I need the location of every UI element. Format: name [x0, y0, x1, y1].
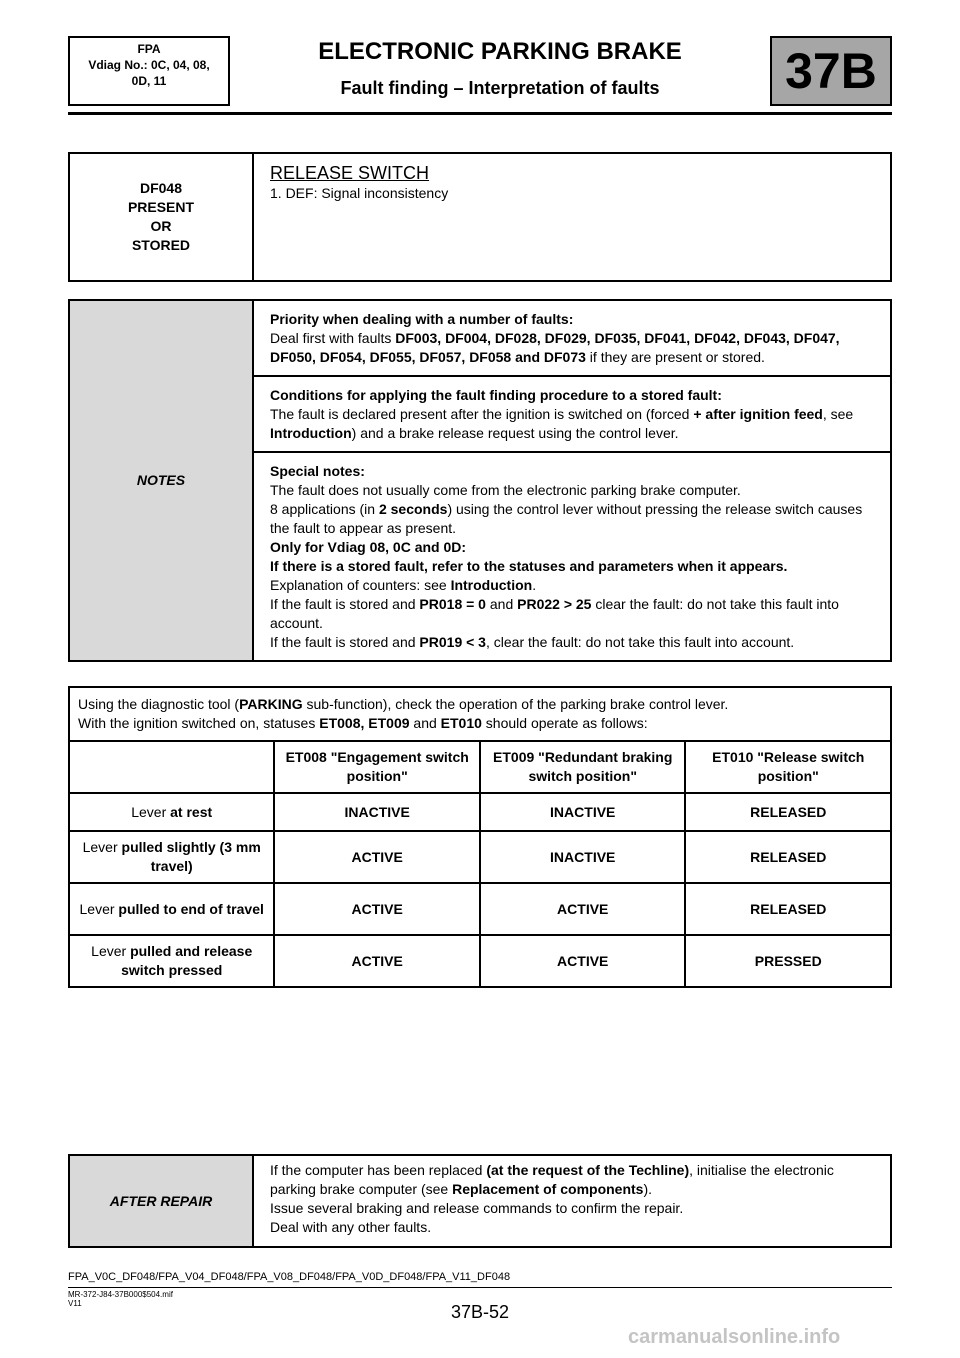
conditions-bold-b: Introduction: [270, 425, 352, 441]
after-line-1b: (at the request of the Techline): [486, 1162, 690, 1178]
conditions-text-b: , see: [822, 406, 854, 422]
lever-word: Lever: [79, 900, 119, 917]
et008-value: INACTIVE: [274, 793, 480, 831]
column-header-et009: ET009 "Redundant braking switch position": [480, 741, 686, 793]
priority-text-a: Deal first with faults: [270, 330, 396, 346]
special-line-2c: ) using the control lever without pressing the release switch causes the fault to appear as present.: [270, 501, 863, 536]
intro-1b: PARKING: [239, 696, 303, 712]
document-version: V11: [68, 1299, 82, 1308]
after-repair-table: [68, 1154, 892, 1248]
after-line-1e: ).: [643, 1181, 653, 1197]
after-line-1c: , initialise the electronic parking brake computer (see: [270, 1162, 834, 1197]
lever-condition: pulled slightly (3 mm travel): [121, 839, 261, 874]
after-repair-content: [253, 1155, 891, 1247]
section-code-badge: 37B: [770, 36, 892, 106]
special-line-6b: PR018 = 0: [419, 596, 486, 612]
vdiag-line-2: Vdiag No.: 0C, 04, 08,: [88, 58, 210, 72]
table-row: [69, 831, 891, 883]
fault-status-or: OR: [150, 218, 172, 234]
lever-condition: pulled and release switch pressed: [121, 943, 253, 978]
fault-status-stored: STORED: [131, 237, 191, 253]
intro-2a: With the ignition switched on, statuses: [78, 715, 320, 731]
fault-description-cell: [253, 153, 891, 281]
intro-2b: ET008, ET009: [319, 715, 410, 731]
after-repair-label: AFTER REPAIR: [69, 1155, 253, 1247]
special-line-7b: PR019 < 3: [419, 634, 486, 650]
et010-value: RELEASED: [685, 831, 891, 883]
lever-condition: at rest: [170, 803, 213, 820]
fault-status-cell: [69, 153, 253, 281]
fault-references: FPA_V0C_DF048/FPA_V04_DF048/FPA_V08_DF048/FPA_V0D_DF048/FPA_V11_DF048: [68, 1271, 511, 1283]
conditions-text-c: ) and a brake release request using the control lever.: [351, 425, 679, 441]
page-subtitle: Fault finding – Interpretation of faults: [340, 78, 660, 98]
page-number: 37B-52: [450, 1302, 510, 1322]
special-line-6d: PR022 > 25: [517, 596, 592, 612]
page-title: ELECTRONIC PARKING BRAKE: [318, 38, 682, 65]
notes-label: NOTES: [69, 300, 253, 661]
table-row: [69, 793, 891, 831]
special-line-5c: .: [532, 577, 537, 593]
after-line-3: Deal with any other faults.: [270, 1219, 432, 1235]
procedure-intro: [69, 687, 891, 741]
et009-value: ACTIVE: [480, 935, 686, 987]
et008-value: ACTIVE: [274, 883, 480, 935]
notes-conditions-cell: [253, 376, 891, 452]
row-condition: [69, 935, 274, 987]
special-line-7c: , clear the fault: do not take this fault into account.: [485, 634, 795, 650]
special-line-4: If there is a stored fault, refer to the statuses and parameters when it appears.: [270, 558, 788, 574]
notes-priority-cell: [253, 300, 891, 376]
status-table: [68, 686, 892, 988]
conditions-title: Conditions for applying the fault finding procedure to a stored fault:: [270, 387, 722, 403]
special-line-6c: and: [485, 596, 518, 612]
special-line-5b: Introduction: [450, 577, 533, 593]
et010-value: RELEASED: [685, 883, 891, 935]
special-line-1: The fault does not usually come from the electronic parking brake computer.: [270, 482, 741, 498]
special-line-5a: Explanation of counters: see: [270, 577, 451, 593]
special-line-2a: 8 applications (in: [270, 501, 379, 517]
column-header-et008: ET008 "Engagement switch position": [274, 741, 480, 793]
status-header-row: [69, 741, 891, 793]
header-rule: [68, 112, 892, 115]
vdiag-box: [68, 36, 230, 106]
intro-2d: ET010: [440, 715, 482, 731]
et010-value: PRESSED: [685, 935, 891, 987]
fault-code: DF048: [139, 180, 183, 196]
conditions-text-a: The fault is declared present after the ignition is switched on (forced: [270, 406, 694, 422]
document-reference: MR-372-J84-37B000$504.mif: [68, 1290, 173, 1299]
watermark: carmanualsonline.info: [628, 1326, 841, 1348]
priority-faults: DF003, DF004, DF028, DF029, DF035, DF041, DF042, DF043, DF047, DF050, DF054, DF055, DF057, DF058 and DF073: [270, 330, 840, 365]
header-empty-cell: [69, 741, 274, 793]
footer-rule: [68, 1287, 892, 1288]
fault-name: RELEASE SWITCH: [270, 163, 430, 183]
table-row: [69, 883, 891, 935]
column-header-et010: ET010 "Release switch position": [685, 741, 891, 793]
priority-text-b: if they are present or stored.: [585, 349, 765, 365]
et009-value: INACTIVE: [480, 831, 686, 883]
notes-table: [68, 299, 892, 662]
after-line-1a: If the computer has been replaced: [270, 1162, 487, 1178]
et009-value: INACTIVE: [480, 793, 686, 831]
lever-word: Lever: [131, 803, 171, 820]
notes-special-cell: [253, 452, 891, 661]
special-line-7a: If the fault is stored and: [270, 634, 420, 650]
special-line-3: Only for Vdiag 08, 0C and 0D:: [270, 539, 467, 555]
table-row: [69, 935, 891, 987]
vdiag-line-1: FPA: [137, 42, 161, 56]
after-line-1d: Replacement of components: [452, 1181, 644, 1197]
special-line-6e: clear the fault: do not take this fault into account.: [270, 596, 839, 631]
et008-value: ACTIVE: [274, 831, 480, 883]
row-condition: [69, 831, 274, 883]
et009-value: ACTIVE: [480, 883, 686, 935]
row-condition: [69, 883, 274, 935]
lever-word: Lever: [91, 943, 131, 959]
et008-value: ACTIVE: [274, 935, 480, 987]
lever-word: Lever: [82, 839, 122, 855]
et010-value: RELEASED: [685, 793, 891, 831]
fault-def: 1. DEF: Signal inconsistency: [270, 185, 449, 201]
fault-table: [68, 152, 892, 282]
intro-1c: sub-function), check the operation of the parking brake control lever.: [302, 696, 729, 712]
vdiag-line-3: 0D, 11: [131, 74, 167, 88]
special-line-2b: 2 seconds: [378, 501, 448, 517]
row-condition: [69, 793, 274, 831]
after-line-2: Issue several braking and release commands to confirm the repair.: [270, 1200, 684, 1216]
intro-2c: and: [409, 715, 441, 731]
intro-2e: should operate as follows:: [481, 715, 648, 731]
lever-condition: pulled to end of travel: [118, 900, 264, 917]
conditions-bold-a: + after ignition feed: [693, 406, 823, 422]
fault-status-present: PRESENT: [127, 199, 195, 215]
priority-title: Priority when dealing with a number of faults:: [270, 311, 574, 327]
intro-1a: Using the diagnostic tool (: [78, 696, 240, 712]
special-title: Special notes:: [270, 463, 365, 479]
special-line-6a: If the fault is stored and: [270, 596, 420, 612]
